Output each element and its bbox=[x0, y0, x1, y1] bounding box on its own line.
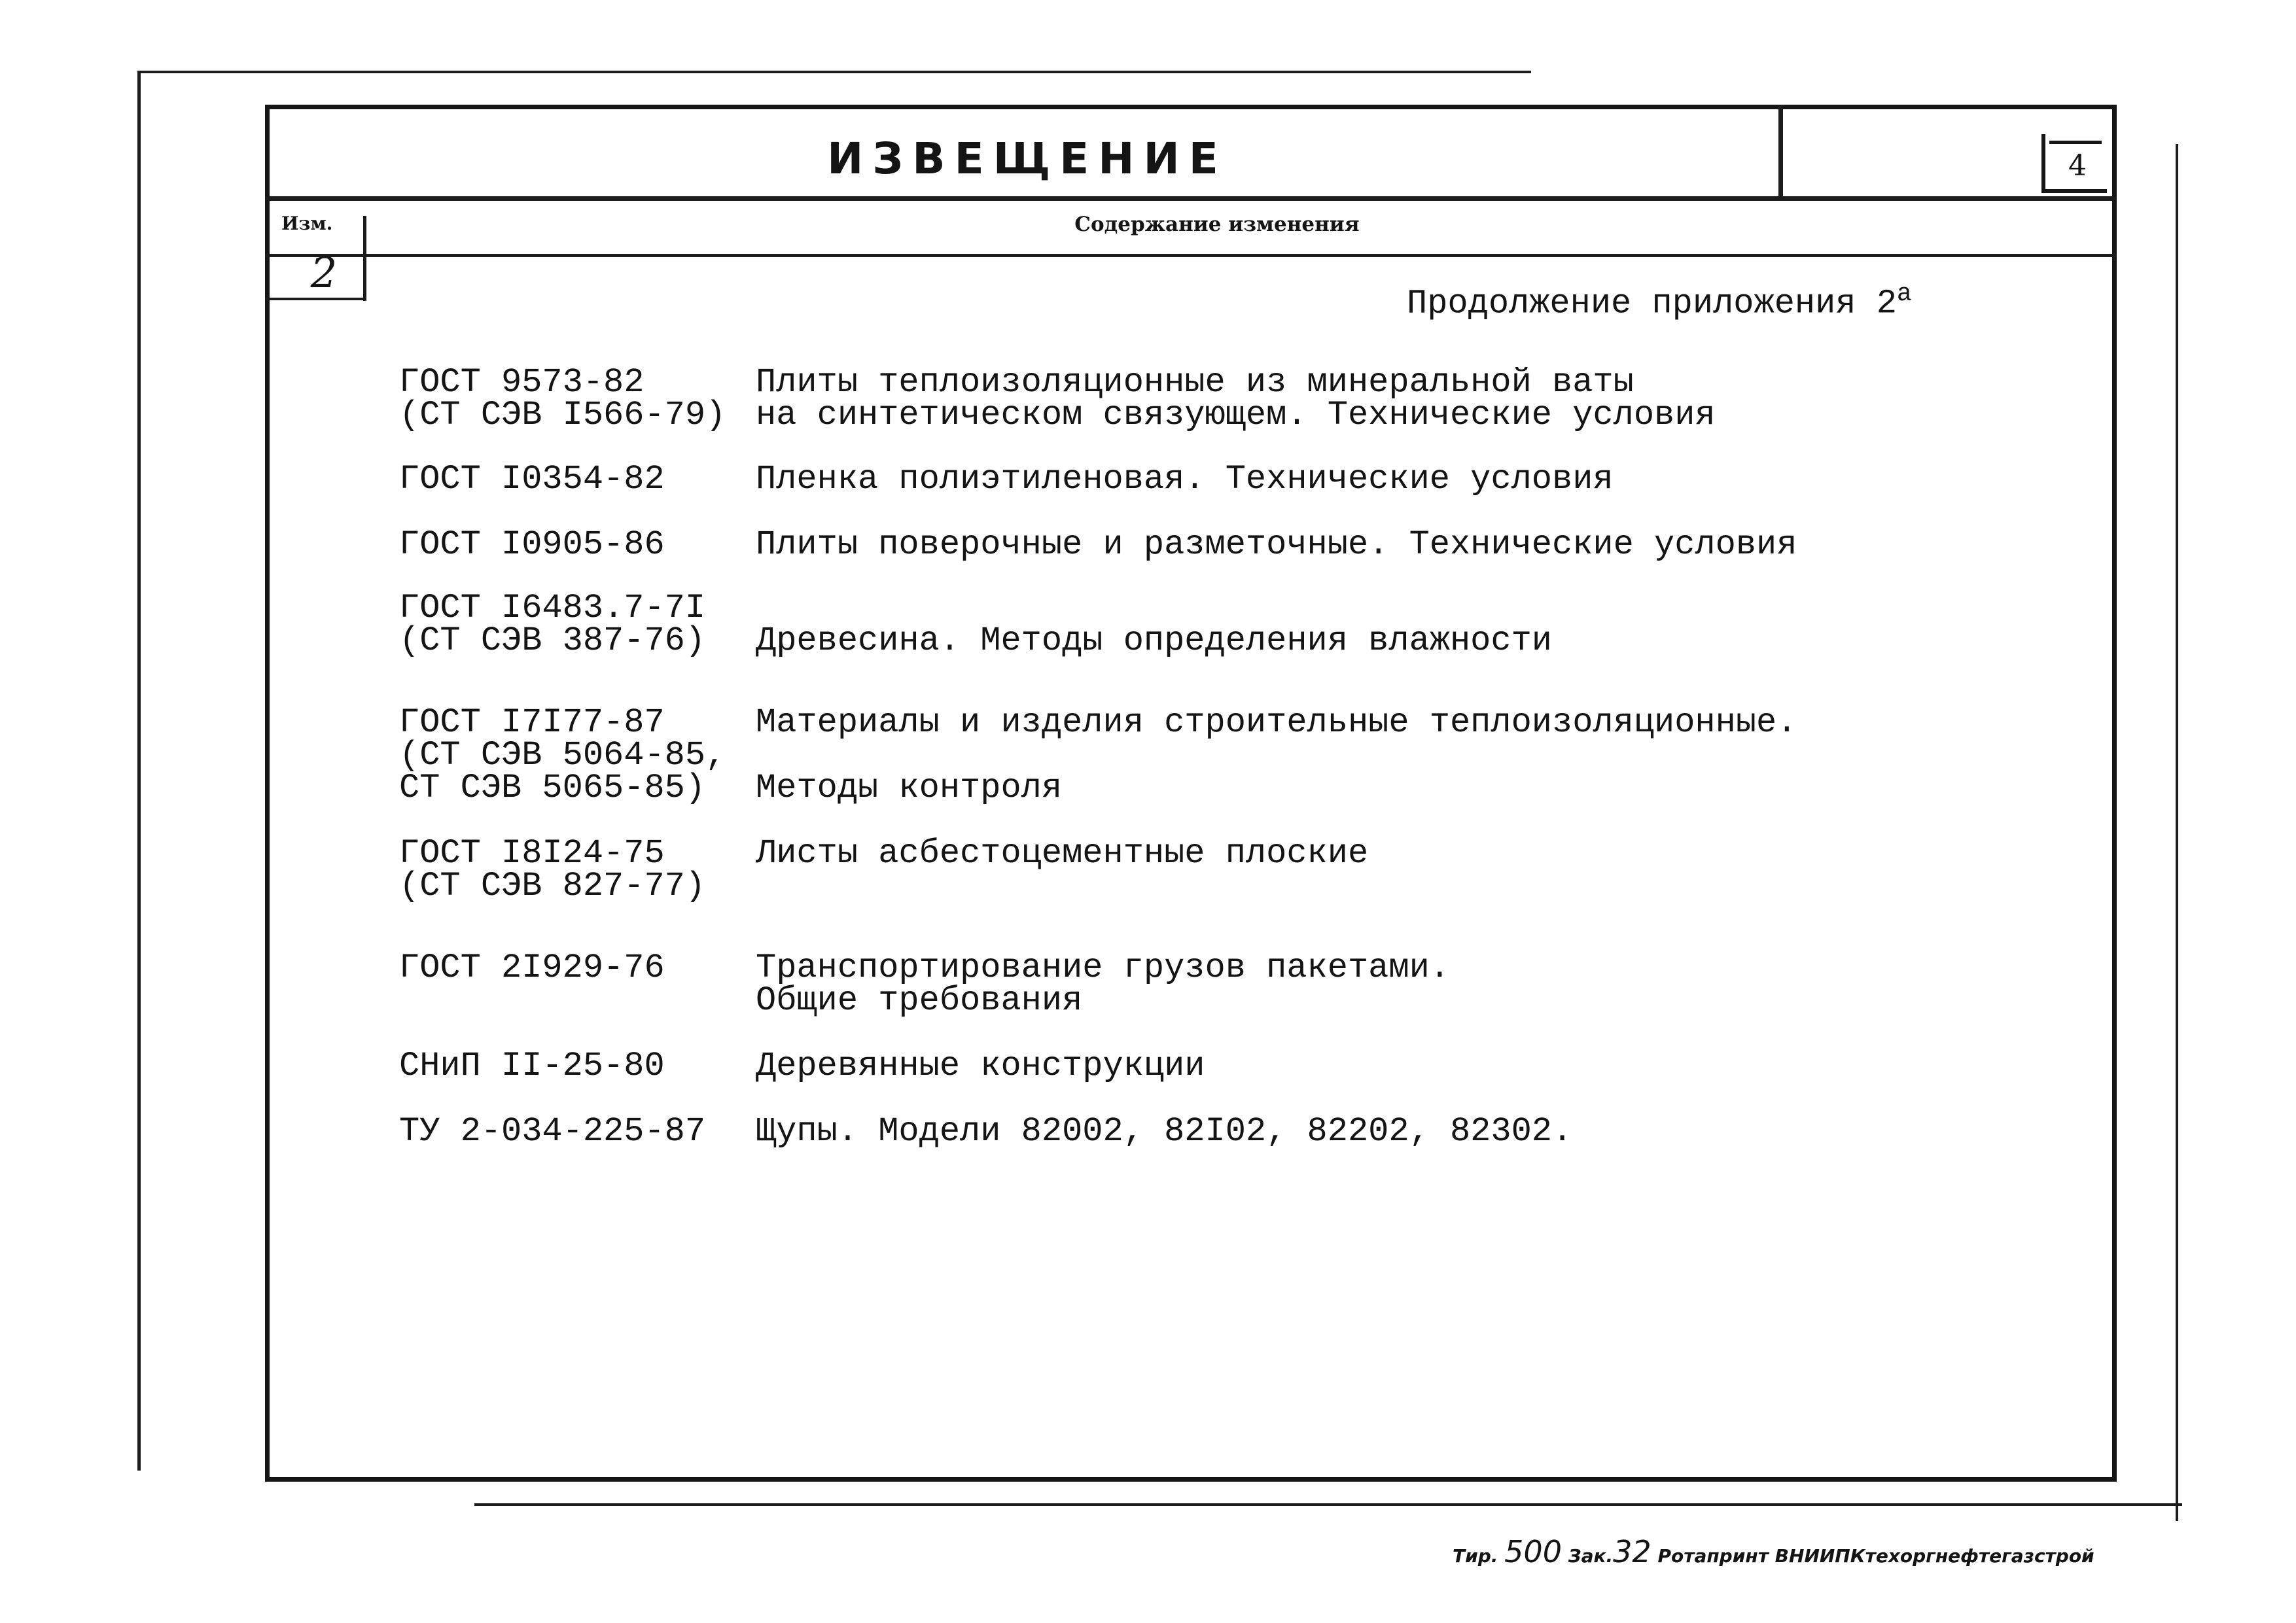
outer-bottom-line bbox=[474, 1503, 2182, 1506]
entry-standard: ГОСТ I0905-86 bbox=[399, 525, 665, 564]
entry-description: Деревянные конструкции bbox=[756, 1047, 1205, 1085]
entry-description: Древесина. Методы определения влажности bbox=[756, 621, 1552, 660]
sheet-number: 4 bbox=[2068, 149, 2087, 183]
entry-description: Пленка полиэтиленовая. Технические условия bbox=[756, 460, 1614, 498]
entry-description: Щупы. Модели 82002, 82I02, 82202, 82302. bbox=[756, 1112, 1573, 1151]
content-label: Содержание изменения bbox=[1074, 213, 1360, 236]
entry-description: Листы асбестоцементные плоские bbox=[756, 834, 1369, 873]
entry-standard: ГОСТ I0354-82 bbox=[399, 460, 665, 498]
entry-description: Материалы и изделия строительные теплоизоляционные. bbox=[756, 703, 1797, 742]
entry-standard: ГОСТ 9573-82 (СТ СЭВ I566-79) bbox=[399, 363, 726, 434]
entry-standard: СНиП II-25-80 bbox=[399, 1047, 665, 1085]
notice-title: ИЗВЕЩЕНИЕ bbox=[827, 133, 1227, 184]
title-divider bbox=[265, 196, 2117, 201]
header-divider bbox=[265, 254, 2117, 257]
izm-value: 2 bbox=[310, 249, 338, 298]
continuation-heading: Продолжение приложения $2^а$ bbox=[1407, 280, 1912, 323]
entry-standard: ГОСТ I6483.7-7I (СТ СЭВ 387-76) bbox=[399, 589, 706, 660]
entry-description: Транспортирование грузов пакетами. Общие требования bbox=[756, 949, 1450, 1020]
entry-description: Плиты теплоизоляционные из минеральной ваты на синтетическом связующем. Технические условия bbox=[756, 363, 1716, 434]
entry-standard: ТУ 2-034-225-87 bbox=[399, 1112, 706, 1151]
entry-description: Методы контроля bbox=[756, 769, 1063, 807]
entry-standard: ГОСТ I8I24-75 (СТ СЭВ 827-77) bbox=[399, 834, 706, 905]
outer-left-line bbox=[137, 71, 141, 1471]
printer-footer: Тир. 500 Зак.32 Ротапринт ВНИИПКтехоргнефтегазстрой bbox=[1453, 1534, 2094, 1569]
outer-top-line bbox=[137, 71, 1531, 73]
outer-right-line bbox=[2176, 144, 2178, 1521]
izm-underline bbox=[265, 298, 366, 300]
entry-standard: ГОСТ 2I929-76 bbox=[399, 949, 665, 987]
entry-description: Плиты поверочные и разметочные. Технические условия bbox=[756, 525, 1797, 564]
entry-standard: ГОСТ I7I77-87 (СТ СЭВ 5064-85, СТ СЭВ 5065-85) bbox=[399, 703, 726, 807]
izm-label: Изм. bbox=[281, 213, 333, 234]
